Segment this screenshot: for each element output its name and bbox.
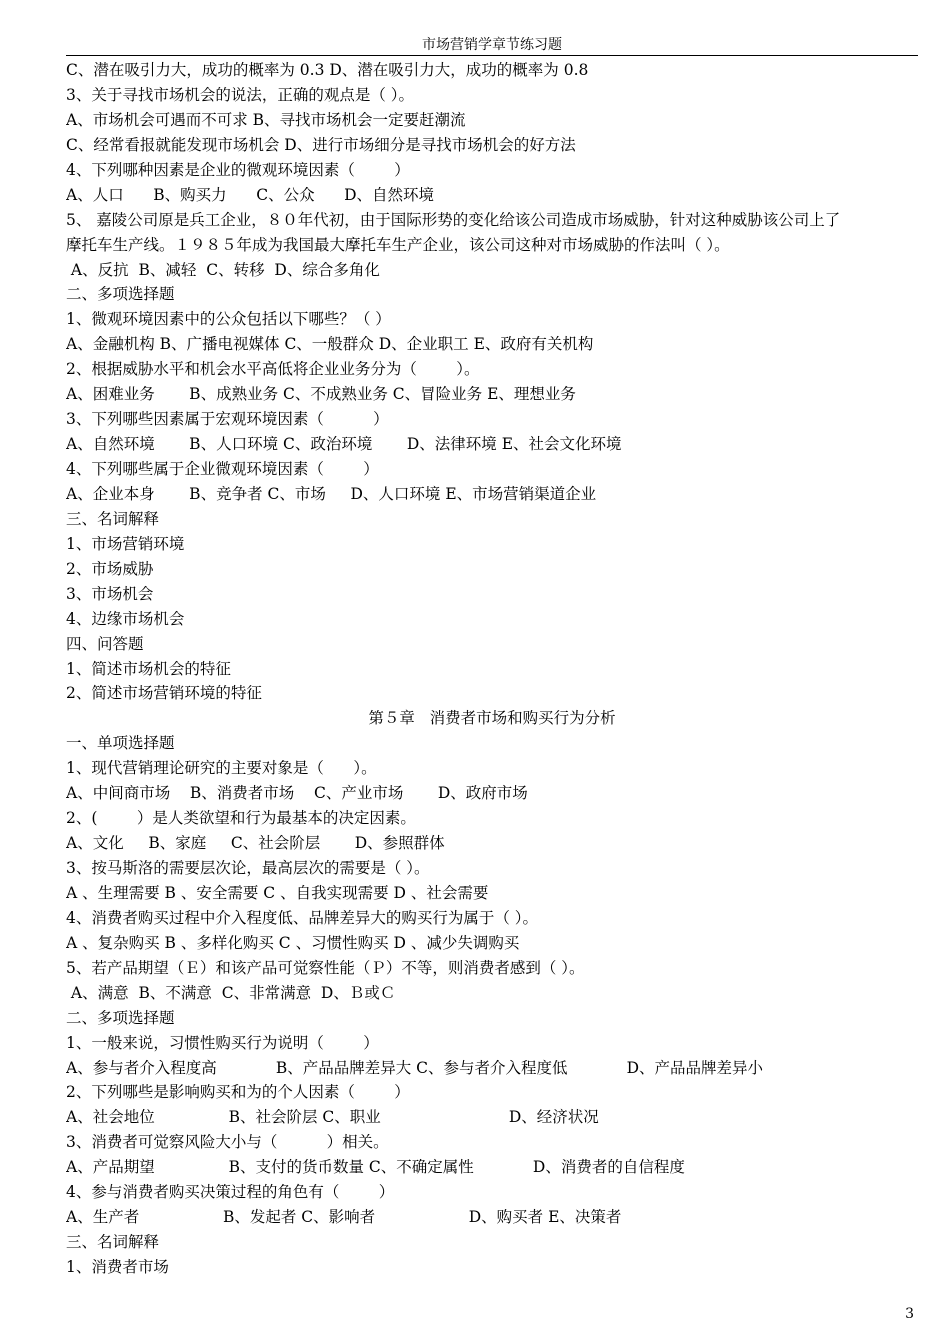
chapter-heading: 第５章 消费者市场和购买行为分析 [368, 709, 616, 728]
text-line: 4、边缘市场机会 [66, 609, 185, 628]
text-line: A、自然环境 B、人口环境 C、政治环境 D、法律环境 E、社会文化环境 [66, 435, 622, 454]
text-line: 3、市场机会 [66, 584, 154, 603]
text-line: 2、简述市场营销环境的特征 [66, 684, 262, 703]
text-line: 三、名词解释 [66, 1233, 160, 1252]
text-line: 3、消费者可觉察风险大小与（ ）相关。 [66, 1133, 389, 1152]
text-line: 4、参与消费者购买决策过程的角色有（ ） [66, 1183, 395, 1202]
page-header: 市场营销学章节练习题 [66, 37, 918, 56]
text-line: 二、多项选择题 [66, 285, 175, 304]
text-line: A、金融机构 B、广播电视媒体 C、一般群众 D、企业职工 E、政府有关机构 [66, 335, 594, 354]
text-line: 2、根据威胁水平和机会水平高低将企业业务分为（ ）。 [66, 360, 480, 379]
text-line: 四、问答题 [66, 634, 144, 653]
text-line: A、社会地位 B、社会阶层 C、职业 D、经济状况 [66, 1108, 599, 1127]
text-line: 1、市场营销环境 [66, 534, 185, 553]
text-line: A、人口 B、购买力 C、公众 D、自然环境 [66, 185, 435, 204]
text-line: C、潜在吸引力大，成功的概率为 0.3 D、潜在吸引力大，成功的概率为 0.8 [66, 61, 589, 79]
document-body [66, 58, 918, 1280]
text-line: A、中间商市场 B、消费者市场 C、产业市场 D、政府市场 [66, 784, 528, 803]
text-line: 1、简述市场机会的特征 [66, 659, 231, 678]
text-line: 4、消费者购买过程中介入程度低、品牌差异大的购买行为属于（ ）。 [66, 908, 539, 927]
text-line: A、参与者介入程度高 B、产品品牌差异大 C、参与者介入程度低 D、产品品牌差异小 [66, 1058, 764, 1077]
page-number: 3 [905, 1306, 914, 1322]
text-line: 二、多项选择题 [66, 1008, 175, 1027]
text-line: A、生产者 B、发起者 C、影响者 D、购买者 E、决策者 [66, 1208, 622, 1227]
text-line: 摩托车生产线。１９８５年成为我国最大摩托车生产企业，该公司这种对市场威胁的作法叫（ ）。 [66, 235, 730, 254]
text-line: 4、下列哪种因素是企业的微观环境因素（ ） [66, 160, 410, 179]
text-line: A、文化 B、家庭 C、社会阶层 D、参照群体 [66, 834, 445, 853]
text-line: A、困难业务 B、成熟业务 C、不成熟业务 C、冒险业务 E、理想业务 [66, 385, 576, 404]
text-line: A、产品期望 B、支付的货币数量 C、不确定属性 D、消费者的自信程度 [66, 1158, 685, 1177]
text-line: 3、关于寻找市场机会的说法，正确的观点是（ ）。 [66, 85, 415, 104]
text-line: A、满意 B、不满意 C、非常满意 D、Ｂ或Ｃ [66, 983, 396, 1002]
text-line: A、反抗 B、减轻 C、转移 D、综合多角化 [66, 260, 380, 279]
text-line: 2、下列哪些是影响购买和为的个人因素（ ） [66, 1083, 410, 1102]
text-line: A 、复杂购买 B 、多样化购买 C 、习惯性购买 D 、减少失调购买 [66, 933, 520, 952]
text-line: 2、市场威胁 [66, 559, 154, 578]
text-line: 1、微观环境因素中的公众包括以下哪些？（ ） [66, 310, 391, 329]
text-line: 1、一般来说，习惯性购买行为说明（ ） [66, 1033, 379, 1052]
text-line: 4、下列哪些属于企业微观环境因素（ ） [66, 460, 379, 478]
text-line: 3、按马斯洛的需要层次论，最高层次的需要是（ ）。 [66, 859, 430, 877]
text-line: 5、若产品期望（Ｅ）和该产品可觉察性能（Ｐ）不等，则消费者感到（ ）。 [66, 958, 585, 977]
text-line: 三、名词解释 [66, 509, 160, 528]
text-line: 1、消费者市场 [66, 1258, 169, 1276]
text-line: A 、生理需要 B 、安全需要 C 、自我实现需要 D 、社会需要 [66, 883, 489, 902]
text-line: 1、现代营销理论研究的主要对象是（ ）。 [66, 759, 377, 778]
text-line: C、经常看报就能发现市场机会 D、进行市场细分是寻找市场机会的好方法 [66, 135, 576, 154]
text-line: 5、 嘉陵公司原是兵工企业，８０年代初，由于国际形势的变化给该公司造成市场威胁，针对这种威胁该公司上了 [66, 210, 841, 229]
text-line: 一、单项选择题 [66, 734, 175, 753]
text-line: A、企业本身 B、竞争者 C、市场 D、人口环境 E、市场营销渠道企业 [66, 484, 597, 503]
text-line: A、市场机会可遇而不可求 B、寻找市场机会一定要赶潮流 [66, 110, 466, 129]
text-line: 3、下列哪些因素属于宏观环境因素（ ） [66, 410, 389, 429]
text-line: 2、( ）是人类欲望和行为最基本的决定因素。 [66, 809, 416, 828]
